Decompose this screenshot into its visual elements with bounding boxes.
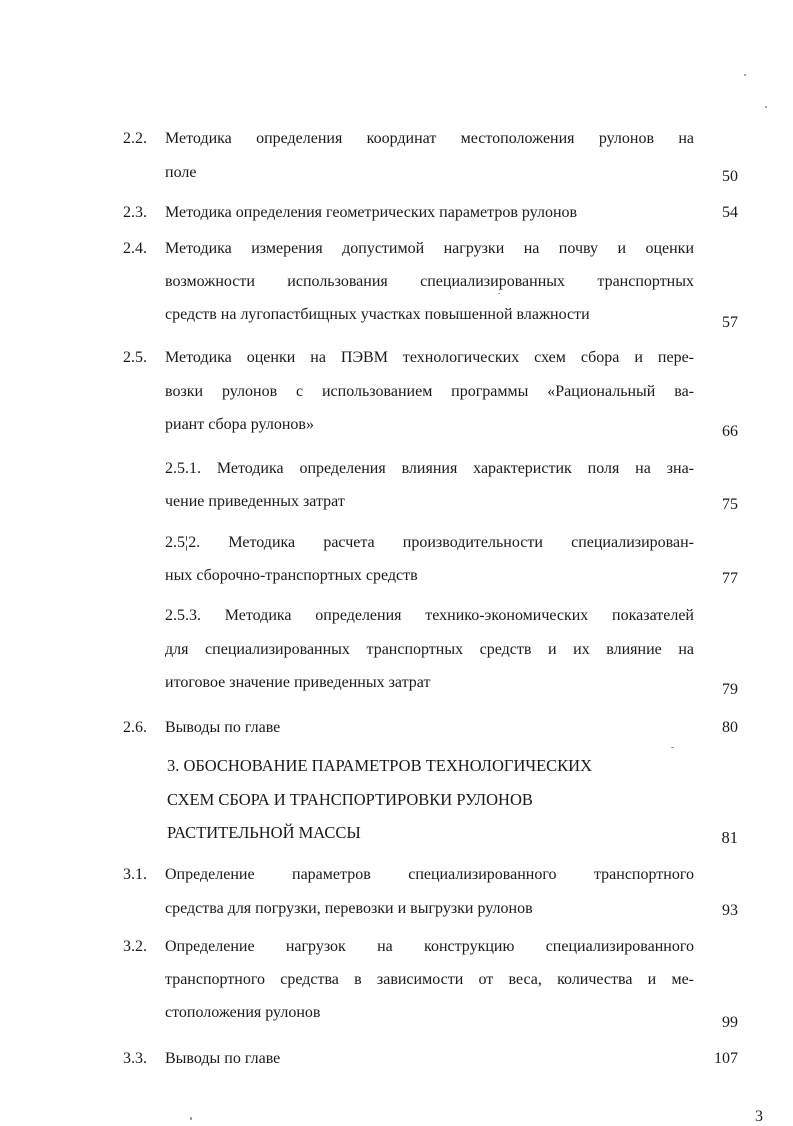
toc-entry-title-line: поле (165, 164, 197, 181)
toc-entry-number: 2.3. (123, 204, 147, 221)
toc-entry-title-line: 2.5.1. Методика определения влияния характеристик поля на зна- (165, 460, 694, 477)
chapter-heading-line: 3. ОБОСНОВАНИЕ ПАРАМЕТРОВ ТЕХНОЛОГИЧЕСКИХ (167, 756, 593, 775)
toc-entry-title-line: для специализированных транспортных средств и их влияние на (165, 641, 694, 658)
toc-entry-title-line: средств на лугопастбищных участках повышенной влажности (165, 306, 590, 323)
toc-page-number: 66 (722, 423, 738, 440)
toc-entry-title-line: возки рулонов с использованием программы «Рациональный ва- (165, 383, 694, 400)
toc-entry-title-line: чение приведенных затрат (165, 493, 345, 510)
scan-speck (190, 1117, 192, 1120)
toc-page-number: 57 (722, 314, 738, 331)
toc-entry-title-line: Методика измерения допустимой нагрузки на почву и оценки (165, 240, 694, 257)
toc-entry-title-line: Определение нагрузок на конструкцию специализированного (165, 938, 694, 955)
toc-entry-title-line: риант сбора рулонов» (165, 416, 314, 433)
toc-entry-title-line: Методика определения геометрических параметров рулонов (165, 204, 578, 221)
scan-speck (744, 74, 746, 76)
toc-entry-number: 3.2. (123, 938, 147, 955)
toc-entry-title-line: возможности использования специализированных транспортных (165, 273, 694, 290)
toc-entry-title-line: Выводы по главе (165, 1050, 281, 1067)
toc-entry-title-line: итоговое значение приведенных затрат (165, 674, 431, 691)
toc-entry-number: 3.3. (123, 1050, 147, 1067)
scan-speck (671, 747, 674, 748)
toc-entry-title-line: средства для погрузки, перевозки и выгрузки рулонов (165, 900, 533, 917)
toc-page-number: 75 (722, 496, 738, 513)
chapter-heading-line: СХЕМ СБОРА И ТРАНСПОРТИРОВКИ РУЛОНОВ (167, 790, 533, 809)
toc-page-number: 107 (714, 1050, 738, 1067)
toc-entry-title-line: 2.5¦2. Методика расчета производительности специализирован- (165, 534, 694, 551)
toc-entry-number: 2.4. (123, 240, 147, 257)
toc-entry-title-line: Выводы по главе (165, 719, 281, 736)
page-number: 3 (755, 1108, 763, 1125)
toc-entry-number: 2.5. (123, 349, 147, 366)
toc-entry-number: 3.1. (123, 866, 147, 883)
toc-entry-title-line: Определение параметров специализированного транспортного (165, 866, 694, 883)
toc-page-number: 79 (722, 681, 738, 698)
scan-speck (765, 106, 767, 108)
scan-speck (498, 293, 500, 294)
chapter-heading-line: РАСТИТЕЛЬНОЙ МАССЫ (167, 823, 361, 842)
toc-page-number: 93 (722, 902, 738, 919)
toc-page-number: 99 (722, 1014, 738, 1031)
toc-entry-title-line: Методика определения координат местоположения рулонов на (165, 130, 694, 147)
toc-entry-title-line: ных сборочно-транспортных средств (165, 567, 418, 584)
toc-page-number: 77 (722, 570, 738, 587)
toc-entry-title-line: транспортного средства в зависимости от веса, количества и ме- (165, 971, 694, 988)
toc-entry-title-line: Методика оценки на ПЭВМ технологических схем сбора и пере- (165, 349, 694, 366)
toc-entry-title-line: стоположения рулонов (165, 1004, 321, 1021)
toc-page-number: 50 (722, 168, 738, 185)
toc-page-number: 81 (721, 828, 738, 847)
toc-page-number: 80 (722, 719, 738, 736)
toc-page-number: 54 (722, 204, 738, 221)
toc-entry-number: 2.2. (123, 130, 147, 147)
toc-entry-number: 2.6. (123, 719, 147, 736)
toc-entry-title-line: 2.5.3. Методика определения технико-экономических показателей (165, 607, 694, 624)
